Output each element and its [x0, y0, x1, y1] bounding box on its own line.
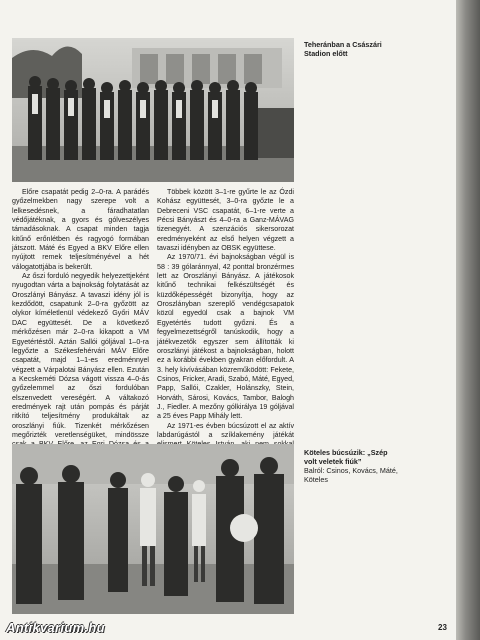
paragraph: Az 1971-es évben búcsúzott el az aktív labdarúgástól a szíklakemény játékát	[157, 421, 294, 439]
paragraph: Az őszi forduló negyedik helyezettjeként nyugodtan várta a bajnokság folytatását az Oroszlányi Bányász. A tavaszi idény jól is kezdődött, csapatunk 2–0-ra győzött az olykor kíméletlenül védekező Győri MÁV DAC együttesét. De a következő mérkőzésen már 2–0-ra kikapott a VM Egyetértéstől. Aztán Sallói góljával 1–0-ra legyőzte a Székesfehérvári MÁV Előre csapatát, majd 1–1-es eredménnyel végzett a Várpalotai Bányász ellen. Ezután a Kecskeméti Dózsa vágott vissza 4–0-ás győzelemmel az őszi fordulóban elszenvedett vereségért. A váltakozó eredmények rajt után pompás és párját ritkító teljesítmény produkáltak az oroszlányi fiúk. Tizenkét mérkőzésen megőrizték veretlenségüket, mindössze	[12, 272, 149, 439]
caption-bottom	[304, 448, 400, 484]
page-number: 23	[438, 623, 447, 632]
team-photo-tehran	[12, 38, 294, 182]
caption-bottom-credit: Balról: Csinos, Kovács, Máté, Köteles	[304, 466, 398, 484]
paragraph: Előre csapatát pedig 2–0-ra. A parádés győzelmekben nagy szerepe volt a lelkesedésnek, a fáradhatatlan védőjátéknak, a gyors és gólveszélyes támadásoknak. A csapat minden tagja kitűnő erőnlétben és ragyogó formában játszott. Máté és Egyed a BKV Előre ellen nyújtott remek teljesítményével a hét válogatottjába is bekerült.	[12, 188, 149, 271]
paragraph: Az 1970/71. évi bajnokságban végül is 58 : 39 gólaránnyal, 42 ponttal bronzérmes lett az Oroszlányi Bányász. A játékosok kitűnő technikai felkészültségét és küzdőképességét bizonyítja, hogy az Oroszlányban szereplő vendégcsapatok közül egyedül csak a bajnok VM Egyetértés tudott győzni. És a fegyelmezettségről tanúskodik, hogy a játékvezetők egyszer sem állították ki oroszlányi játékost a bajnokságban, holott ez a korábbi években gyakran előfordult. A 3. hely kivívásában közreműködött: Fekete, Csinos, Fricker, Aradi, Szabó, Máté, Egyed, Papp, Sallói, Czakler, Holánszky, Stein, Horváth, Sárosi, Kovács, Tambor, Balogh J., Fiedler. A mezőny gólkirálya 19 góljával a 25 éves Papp Mihály lett.	[157, 253, 294, 421]
team-photo-tehran-image	[12, 38, 294, 182]
paragraph: Többek között 3–1-re gyűrte le az Ózdi Kohász együttesét, 3–0-ra győzte le a Debreceni VSC csapatát, 6–1-re verte a Pécsi Bányászt és 4–0-ra a Ganz-MÁVAG tizenegyét. A szenzációs sikersorozat eredményeként az első helyen végzett a tavaszi idényben az OBSK együttese.	[157, 188, 294, 253]
caption-bottom-title: Köteles búcsúzik: „Szép volt veletek fiúk”	[304, 448, 388, 466]
farewell-photo-image	[12, 444, 294, 614]
caption-top: Teheránban a Császári Stadion előtt	[304, 40, 382, 58]
text-column-right	[157, 188, 294, 459]
book-spine	[456, 0, 480, 640]
watermark: Antikvarium.hu	[6, 620, 105, 635]
farewell-photo	[12, 444, 294, 614]
